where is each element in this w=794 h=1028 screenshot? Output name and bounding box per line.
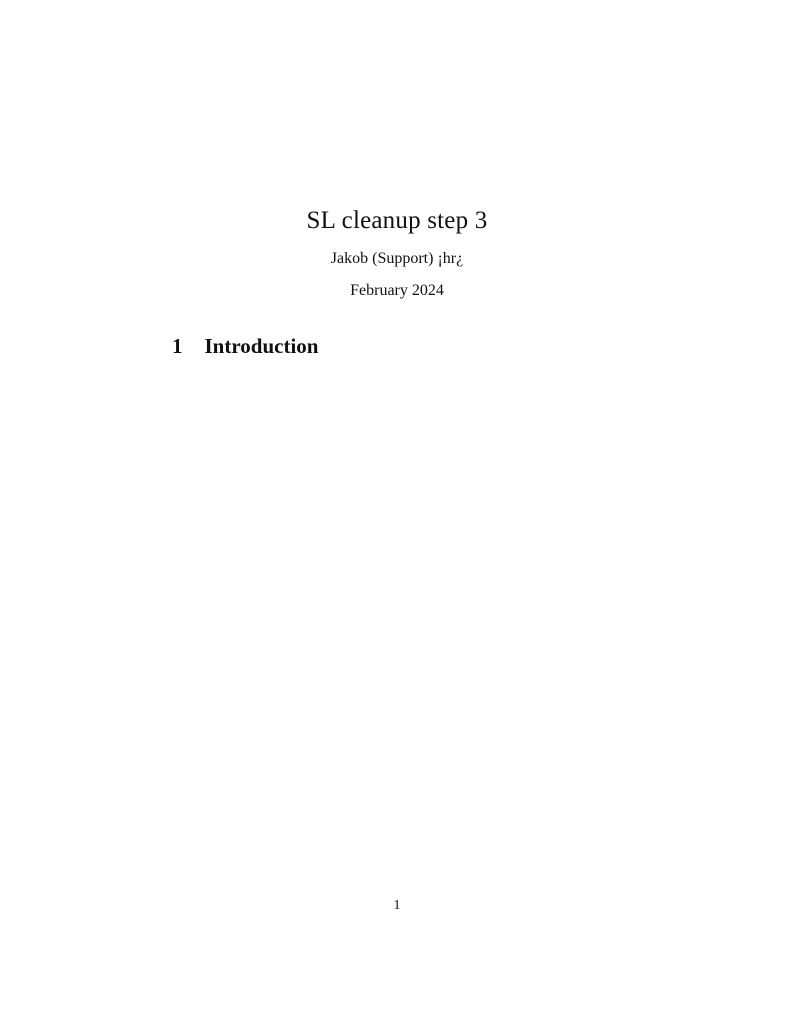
date-line: February 2024 xyxy=(350,282,444,299)
section-title: Introduction xyxy=(204,334,319,358)
document-title: SL cleanup step 3 xyxy=(306,207,488,234)
section-heading-introduction xyxy=(172,334,318,359)
author-line: Jakob (Support) ¡hr¿ xyxy=(330,250,464,267)
section-number: 1 xyxy=(172,334,183,358)
page-number: 1 xyxy=(393,898,401,913)
